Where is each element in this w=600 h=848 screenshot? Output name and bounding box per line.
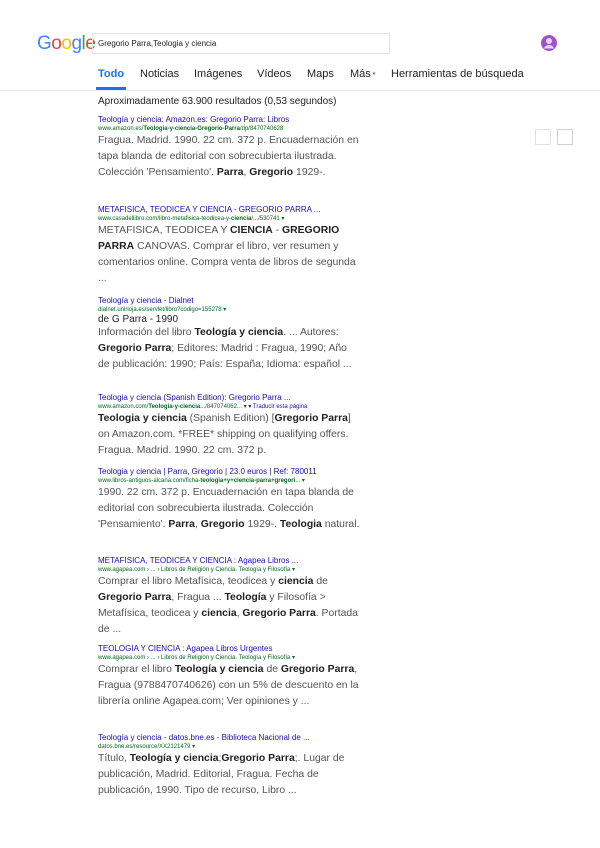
- result-snippet: Título, Teología y ciencia;Gregorio Parra;. Lugar de publicación, Madrid. Editorial, Fragua. Fecha de publicación, 1990. Tipo de recurso, Libro ...: [98, 753, 345, 796]
- search-result: [98, 556, 360, 638]
- search-result: [98, 644, 360, 710]
- tab-noticias[interactable]: Noticias: [140, 68, 180, 80]
- search-result: [98, 733, 360, 799]
- result-title-link[interactable]: Teologia y ciencia | Parra, Gregorio | 23.0 euros | Ref: 780011: [98, 467, 317, 476]
- tab-videos[interactable]: Vídeos: [257, 68, 292, 80]
- options-icon[interactable]: [557, 129, 573, 145]
- result-title-link[interactable]: TEOLOGIA Y CIENCIA : Agapea Libros Urgentes: [98, 644, 273, 653]
- logo-letter: g: [71, 33, 82, 54]
- search-input[interactable]: Gregorio Parra,Teologia y ciencia: [92, 33, 390, 54]
- search-tabs: [0, 62, 600, 91]
- tab-herramientas[interactable]: Herramientas de búsqueda: [391, 68, 524, 80]
- header-bar: [0, 0, 600, 60]
- result-menu-arrow-icon[interactable]: ▾: [221, 307, 227, 313]
- logo-letter: o: [61, 33, 72, 54]
- result-menu-arrow-icon[interactable]: ▾: [300, 478, 305, 484]
- result-snippet: Fragua. Madrid. 1990. 22 cm. 372 p. Encuadernación en tapa blanda de editorial con sobrecubierta ilustrada. Colección 'Pensamiento'. Parra, Gregorio 1929-.: [98, 135, 359, 178]
- result-snippet: Información del libro Teología y ciencia. ... Autores: Gregorio Parra; Editores: Madrid : Fragua, 1990; Año de publicación: 1990; País: España; Idioma: español ...: [98, 327, 352, 370]
- result-url: www.casadellibro.com/libro-metafisica-teodicea-y-ciencia/.../530741 ▾: [98, 216, 285, 222]
- result-menu-arrow-icon[interactable]: ▾: [290, 567, 296, 573]
- result-title-link[interactable]: Teología y ciencia - Dialnet: [98, 296, 194, 305]
- result-url: www.amazon.es/Teologia-y-ciencia-Gregorio-Parra/dp/8470740628: [98, 126, 284, 132]
- result-title-link[interactable]: Teología y ciencia - datos.bne.es - Biblioteca Nacional de ...: [98, 733, 310, 742]
- chevron-down-icon: ▾: [370, 71, 376, 78]
- tab-maps[interactable]: Maps: [307, 68, 334, 80]
- search-result: [98, 205, 360, 287]
- tab-todo[interactable]: Todo: [98, 68, 125, 80]
- result-snippet: METAFISICA, TEODICEA Y CIENCIA - GREGORIO PARRA CANOVAS. Comprar el libro, ver resumen y comentarios online. Compra venta de libros de segunda ...: [98, 225, 356, 284]
- search-result: [98, 467, 360, 533]
- result-menu-arrow-icon[interactable]: ▾: [190, 744, 196, 750]
- active-tab-indicator: [96, 87, 126, 90]
- translate-page-link[interactable]: ▾ Traducir esta página: [246, 404, 308, 410]
- result-title-link[interactable]: Teologia y ciencia (Spanish Edition): Gregorio Parra ...: [98, 393, 291, 402]
- logo-letter: l: [81, 33, 86, 54]
- result-menu-arrow-icon[interactable]: ▾: [290, 655, 296, 661]
- result-snippet: 1990. 22 cm. 372 p. Encuadernación en tapa blanda de editorial con sobrecubierta ilustrada. Colección 'Pensamiento'. Parra, Gregorio 1929-. Teologia natural.: [98, 487, 360, 530]
- result-snippet: Comprar el libro Teología y ciencia de Gregorio Parra, Fragua (9788470740626) con un 5% de descuento en la librería online Agapea.com; Ver opiniones y ...: [98, 664, 359, 707]
- result-url: www.agapea.com › ... › Libros de Religión y Ciencia. Teología y Filosofía ▾: [98, 655, 296, 661]
- account-avatar-icon[interactable]: [541, 35, 557, 51]
- result-title-link[interactable]: METAFISICA, TEODICEA Y CIENCIA : Agapea Libros ...: [98, 556, 299, 565]
- result-url: dialnet.unirioja.es/servlet/libro?codigo=155278 ▾: [98, 307, 227, 313]
- tab-imagenes[interactable]: Imágenes: [194, 68, 243, 80]
- search-result: [98, 296, 360, 373]
- settings-icon[interactable]: [535, 129, 551, 145]
- result-title-link[interactable]: METAFISICA, TEODICEA Y CIENCIA - GREGORIO PARRA ...: [98, 205, 321, 214]
- logo-letter: G: [37, 33, 52, 54]
- result-menu-arrow-icon[interactable]: ▾: [279, 216, 285, 222]
- result-url: www.libros-antiguos-alcana.com/ficha-teologia+y+ciencia-parra+gregori... ▾: [98, 478, 305, 484]
- result-snippet: Teologia y ciencia (Spanish Edition) [Gregorio Parra] on Amazon.com. *FREE* shipping on qualifying offers. Fragua. Madrid. 1990. 22 cm. 372 p.: [98, 413, 351, 456]
- logo-letter: o: [51, 33, 62, 54]
- tab-mas[interactable]: [350, 68, 375, 80]
- google-logo[interactable]: [37, 34, 95, 54]
- logo-letter: e: [85, 33, 96, 54]
- search-result: [98, 393, 360, 459]
- result-author-line: de G Parra - 1990: [98, 314, 179, 325]
- result-menu-arrow-icon[interactable]: ▾: [241, 404, 247, 410]
- search-result: [98, 115, 360, 181]
- result-url: datos.bne.es/resource/XX2121479 ▾: [98, 744, 196, 750]
- result-snippet: Comprar el libro Metafísica, teodicea y ciencia de Gregorio Parra, Fragua ... Teología y Filosofía > Metafísica, teodicea y ciencia, Gregorio Parra. Portada de ...: [98, 576, 358, 635]
- result-url: www.agapea.com › ... › Libros de Religión y Ciencia. Teología y Filosofía ▾: [98, 567, 296, 573]
- result-title-link[interactable]: Teología y ciencia: Amazon.es: Gregorio Parra: Libros: [98, 115, 290, 124]
- result-stats: Aproximadamente 63.900 resultados (0,53 segundos): [98, 96, 337, 107]
- result-url: www.amazon.com/Teologia-y-ciencia.../847074062... ▾ ▾ Traducir esta página: [98, 404, 308, 410]
- tab-mas-label: Más: [350, 68, 371, 80]
